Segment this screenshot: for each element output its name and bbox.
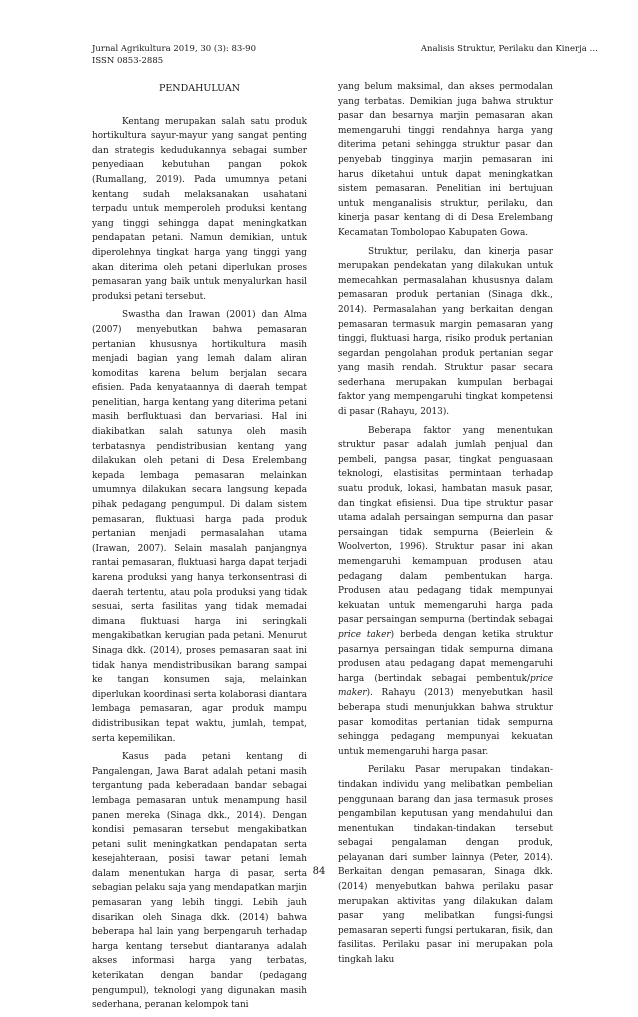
paragraph-text: ) berbeda dengan ketika struktur pasarnya persaingan tidak sempurna dimana produsen atau pedagang dapat memengaruhi harga (bertindak sebagai pembentuk/ [338, 629, 553, 684]
journal-citation: Jurnal Agrikultura 2019, 30 (3): 83-90 [92, 44, 256, 54]
paragraph: yang belum maksimal, dan akses permodalan yang terbatas. Demikian juga bahwa struktur pasar dan besarnya marjin pemasaran akan memengaruhi tinggi rendahnya harga yang diterima petani sehingga struktur pasar dan penyebab tingginya marjin pemasaran ini harus diketahui untuk dapat meningkatkan sistem pemasaran. Penelitian ini bertujuan untuk menganalisis struktur, perilaku, dan kinerja pasar kentang di di Desa Erelembang Kecamatan Tombolopao Kabupaten Gowa. [338, 82, 553, 238]
paragraph [338, 424, 553, 760]
page-number: 84 [312, 866, 326, 877]
term-price-maker: price maker [338, 673, 553, 699]
paragraph: Kentang merupakan salah satu produk hortikultura sayur-mayur yang sangat penting dan strategis kedudukannya sebagai sumber penyediaan kebutuhan pangan pokok (Rumallang, 2019). Pada umumnya petani kentang sudah melaksanakan usahatani terpadu untuk memperoleh produksi kentang yang tinggi sehingga dapat meningkatkan pendapatan petani. Namun demikian, untuk diperolehnya tingkat harga yang tinggi yang akan diterima oleh petani diperlukan proses pemasaran yang baik untuk menyalurkan hasil produksi petani tersebut. [92, 116, 307, 302]
running-title: Analisis Struktur, Perilaku dan Kinerja … [420, 44, 598, 54]
paragraph-text: ). Rahayu (2013) menyebutkan hasil beberapa studi menunjukkan bahwa struktur pasar komoditas pertanian tidak sempurna sehingga pedagang mempunyai kekuatan untuk memengaruhi harga pasar. [338, 688, 553, 757]
paragraph-text: Beberapa faktor yang menentukan struktur pasar adalah jumlah penjual dan pembeli, pangsa pasar, tingkat penguasaan teknologi, elastisitas permintaan terhadap suatu produk, lokasi, hambatan masuk pasar, dan tingkat efisiensi. Dua tipe struktur pasar utama adalah persaingan sempurna dan pasar persaingan tidak sempurna (Beierlein & Woolverton, 1996). Struktur pasar ini akan memengaruhi kemampuan produsen atau pedagang dalam pembentukan harga. Produsen atau pedagang tidak mempunyai kekuatan untuk memengaruhi harga pada pasar persaingan sempurna (bertindak sebagai [338, 425, 553, 626]
right-column [338, 80, 553, 972]
journal-header [92, 43, 256, 67]
section-title: PENDAHULUAN [158, 83, 241, 94]
paragraph: Perilaku Pasar merupakan tindakan-tindakan individu yang melibatkan pembelian penggunaan barang dan jasa termasuk proses pengambilan keputusan yang mendahului dan menentukan tindakan-tindakan tersebut sebagai pengalaman dengan produk, pelayanan dari sumber lainnya (Peter, 2014). Berkaitan dengan pemasaran, Sinaga dkk. (2014) menyebutkan bahwa perilaku pasar merupakan aktivitas yang dilakukan dalam pasar yang melibatkan fungsi-fungsi pemasaran seperti fungsi pertukaran, fisik, dan fasilitas. Perilaku pasar ini merupakan pola tingkah laku [338, 765, 553, 966]
paragraph: Kasus pada petani kentang di Pangalengan, Jawa Barat adalah petani masih tergantung pada keberadaan bandar sebagai lembaga pemasaran untuk menampung hasil panen mereka (Sinaga dkk., 2014). Dengan kondisi pemasaran tersebut mengakibatkan petani sulit meningkatkan pendapatan serta kesejahteraan, posisi tawar petani lemah dalam menentukan harga di pasar, serta sebagian pelaku saja yang mendapatkan marjin pemasaran yang lebih tinggi. Lebih jauh disarikan oleh Sinaga dkk. (2014) bahwa beberapa hal lain yang berpengaruh terhadap harga kentang tersebut diantaranya adalah akses informasi harga yang terbatas, keterikatan dengan bandar (pedagang pengumpul), teknologi yang digunakan masih sederhana, peranan kelompok tani [92, 752, 307, 1011]
term-price-taker: price taker [338, 629, 391, 640]
paragraph: Struktur, perilaku, dan kinerja pasar merupakan pendekatan yang dilakukan untuk memecahkan permasalahan khususnya dalam pemasaran produk pertanian (Sinaga dkk., 2014). Permasalahan yang berkaitan dengan pemasaran termasuk margin pemasaran yang tinggi, fluktuasi harga, risiko produk pertanian segardan pengolahan produk pertanian segar yang masih rendah. Struktur pasar secara sederhana merupakan kumpulan berbagai faktor yang mempengaruhi tingkat kompetensi di pasar (Rahayu, 2013). [338, 246, 553, 418]
journal-issn: ISSN 0853-2885 [92, 56, 164, 66]
paragraph: Swastha dan Irawan (2001) dan Alma (2007) menyebutkan bahwa pemasaran pertanian khususnya hortikultura masih menjadi bagian yang lemah dalam aliran komoditas karena belum berjalan secara efisien. Pada kenyataannya di daerah tempat penelitian, harga kentang yang diterima petani masih berfluktuasi dan bervariasi. Hal ini diakibatkan salah satunya oleh masih terbatasnya pendistribusian kentang yang dilakukan oleh petani di Desa Erelembang kepada lembaga pemasaran melainkan umumnya dilakukan secara langsung kepada pihak pedagang pengumpul. Di dalam sistem pemasaran, fluktuasi harga pada produk pertanian menjadi permasalahan utama (Irawan, 2007). Selain masalah panjangnya rantai pemasaran, fluktuasi harga dapat terjadi karena produksi yang hanya terkonsentrasi di daerah tertentu, atau pola produksi yang tidak sesuai, serta fasilitas yang tidak memadai dimana fluktuasi harga ini seringkali mengakibatkan kerugian pada petani. Menurut Sinaga dkk. (2014), proses pemasaran saat ini tidak hanya mendistribusikan barang sampai ke tangan konsumen saja, melainkan diperlukan koordinasi serta kolaborasi diantara lembaga pemasaran, agar produk mampu didistribusikan tepat waktu, jumlah, tempat, serta kepemilikan. [92, 310, 307, 744]
